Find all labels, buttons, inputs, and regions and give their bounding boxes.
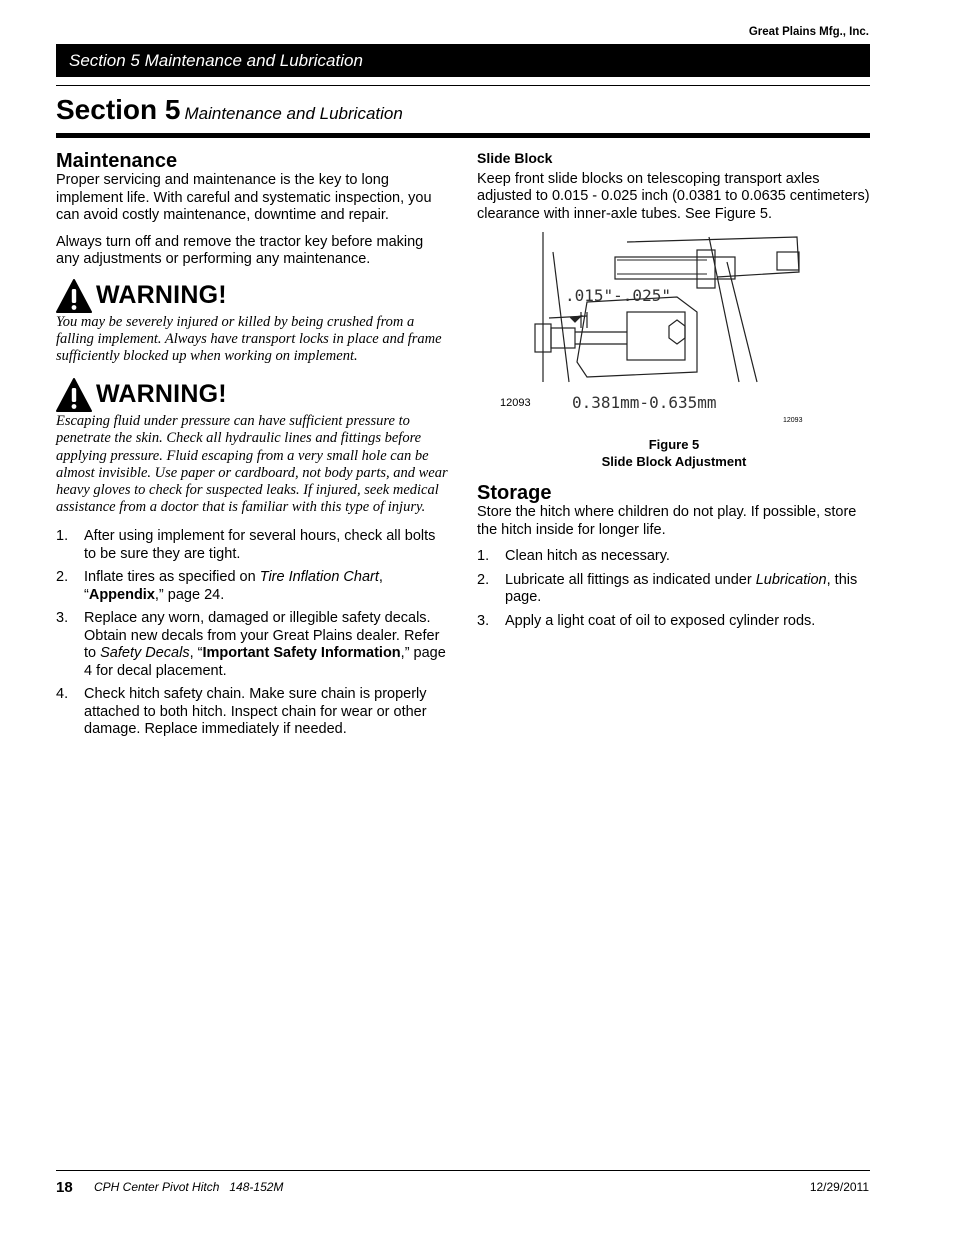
divider [56,85,870,86]
list-item: 4. Check hitch safety chain. Make sure chain is properly attached to both hitch. Inspect chain for wear or other damage. Replace immediately if needed. [56,686,427,738]
company-name: Great Plains Mfg., Inc. [748,26,869,38]
section-title-sub: Maintenance and Lubrication [184,104,403,123]
figure-caption: Figure 5 Slide Block Adjustment [601,437,747,469]
figure-id: 12093 [500,397,531,409]
slide-block-paragraph: Keep front slide blocks on telescoping transport axles adjusted to 0.015 - 0.025 inch (0.0381 to 0.0635 centimeters) clearance with inner-axle tubes. See Figure 5. [477,170,870,222]
figure-inch-label: .015"-.025" [565,286,671,305]
list-item: 2. Lubricate all fittings as indicated under Lubrication, this page. [477,571,858,605]
right-column [477,150,871,636]
warning-text-1: You may be severely injured or killed by being crushed from a falling implement. Always have transport locks in place and frame sufficiently blocked up when working on implement. [56,313,442,364]
figure-small-id: 12093 [783,417,803,424]
list-item: 2. Inflate tires as specified on Tire Inflation Chart, “Appendix,” page 24. [56,569,383,603]
list-item: 1. After using implement for several hours, check all bolts to be sure they are tight. [56,528,436,562]
slide-block-heading: Slide Block [477,150,553,166]
document-title: CPH Center Pivot Hitch 148-152M [94,1180,284,1194]
section-title-main: Section 5 [56,94,181,125]
list-item: 3. Replace any worn, damaged or illegible safety decals. Obtain new decals from your Great Plains dealer. Refer to Safety Decals, “Important Safety Information,” page 4 for decal placement. [56,610,446,679]
slide-block-figure [477,232,871,432]
list-item: 1. Clean hitch as necessary. [477,548,670,564]
figure-mm-label: 0.381mm-0.635mm [572,393,717,412]
storage-steps [477,548,871,630]
warning-icon [56,278,92,314]
warning-title: WARNING! [96,280,227,309]
left-column [56,150,450,745]
section-banner: Section 5 Maintenance and Lubrication [56,44,870,77]
document-date: 12/29/2011 [809,1180,869,1194]
warning-text-2: Escaping fluid under pressure can have sufficient pressure to penetrate the skin. Check all hydraulic lines and fittings before applying pressure. Fluid escaping from a very small hole can be almost invisible. Use paper or cardboard, not body parts, and wear heavy gloves to check for suspected leaks. If injured, seek medical assistance from a doctor that is familiar with this type of injury. [56,413,448,516]
section-title [56,94,403,126]
storage-heading: Storage [477,482,552,504]
maintenance-steps [56,528,450,739]
list-item: 3. Apply a light coat of oil to exposed cylinder rods. [477,612,816,629]
divider [56,133,870,138]
warning-icon [56,377,92,413]
warning-header-1 [56,278,450,314]
maintenance-paragraph-2: Always turn off and remove the tractor key before making any adjustments or performing any maintenance. [56,233,424,267]
maintenance-heading: Maintenance [56,150,178,172]
page-number: 18 [56,1179,73,1196]
warning-title: WARNING! [96,380,227,409]
storage-paragraph: Store the hitch where children do not play. If possible, store the hitch inside for longer life. [477,504,857,538]
maintenance-paragraph-1: Proper servicing and maintenance is the key to long implement life. With careful and systematic inspection, you can avoid costly maintenance, downtime and repair. [56,172,432,223]
footer-divider [56,1170,870,1171]
warning-header-2 [56,377,450,413]
